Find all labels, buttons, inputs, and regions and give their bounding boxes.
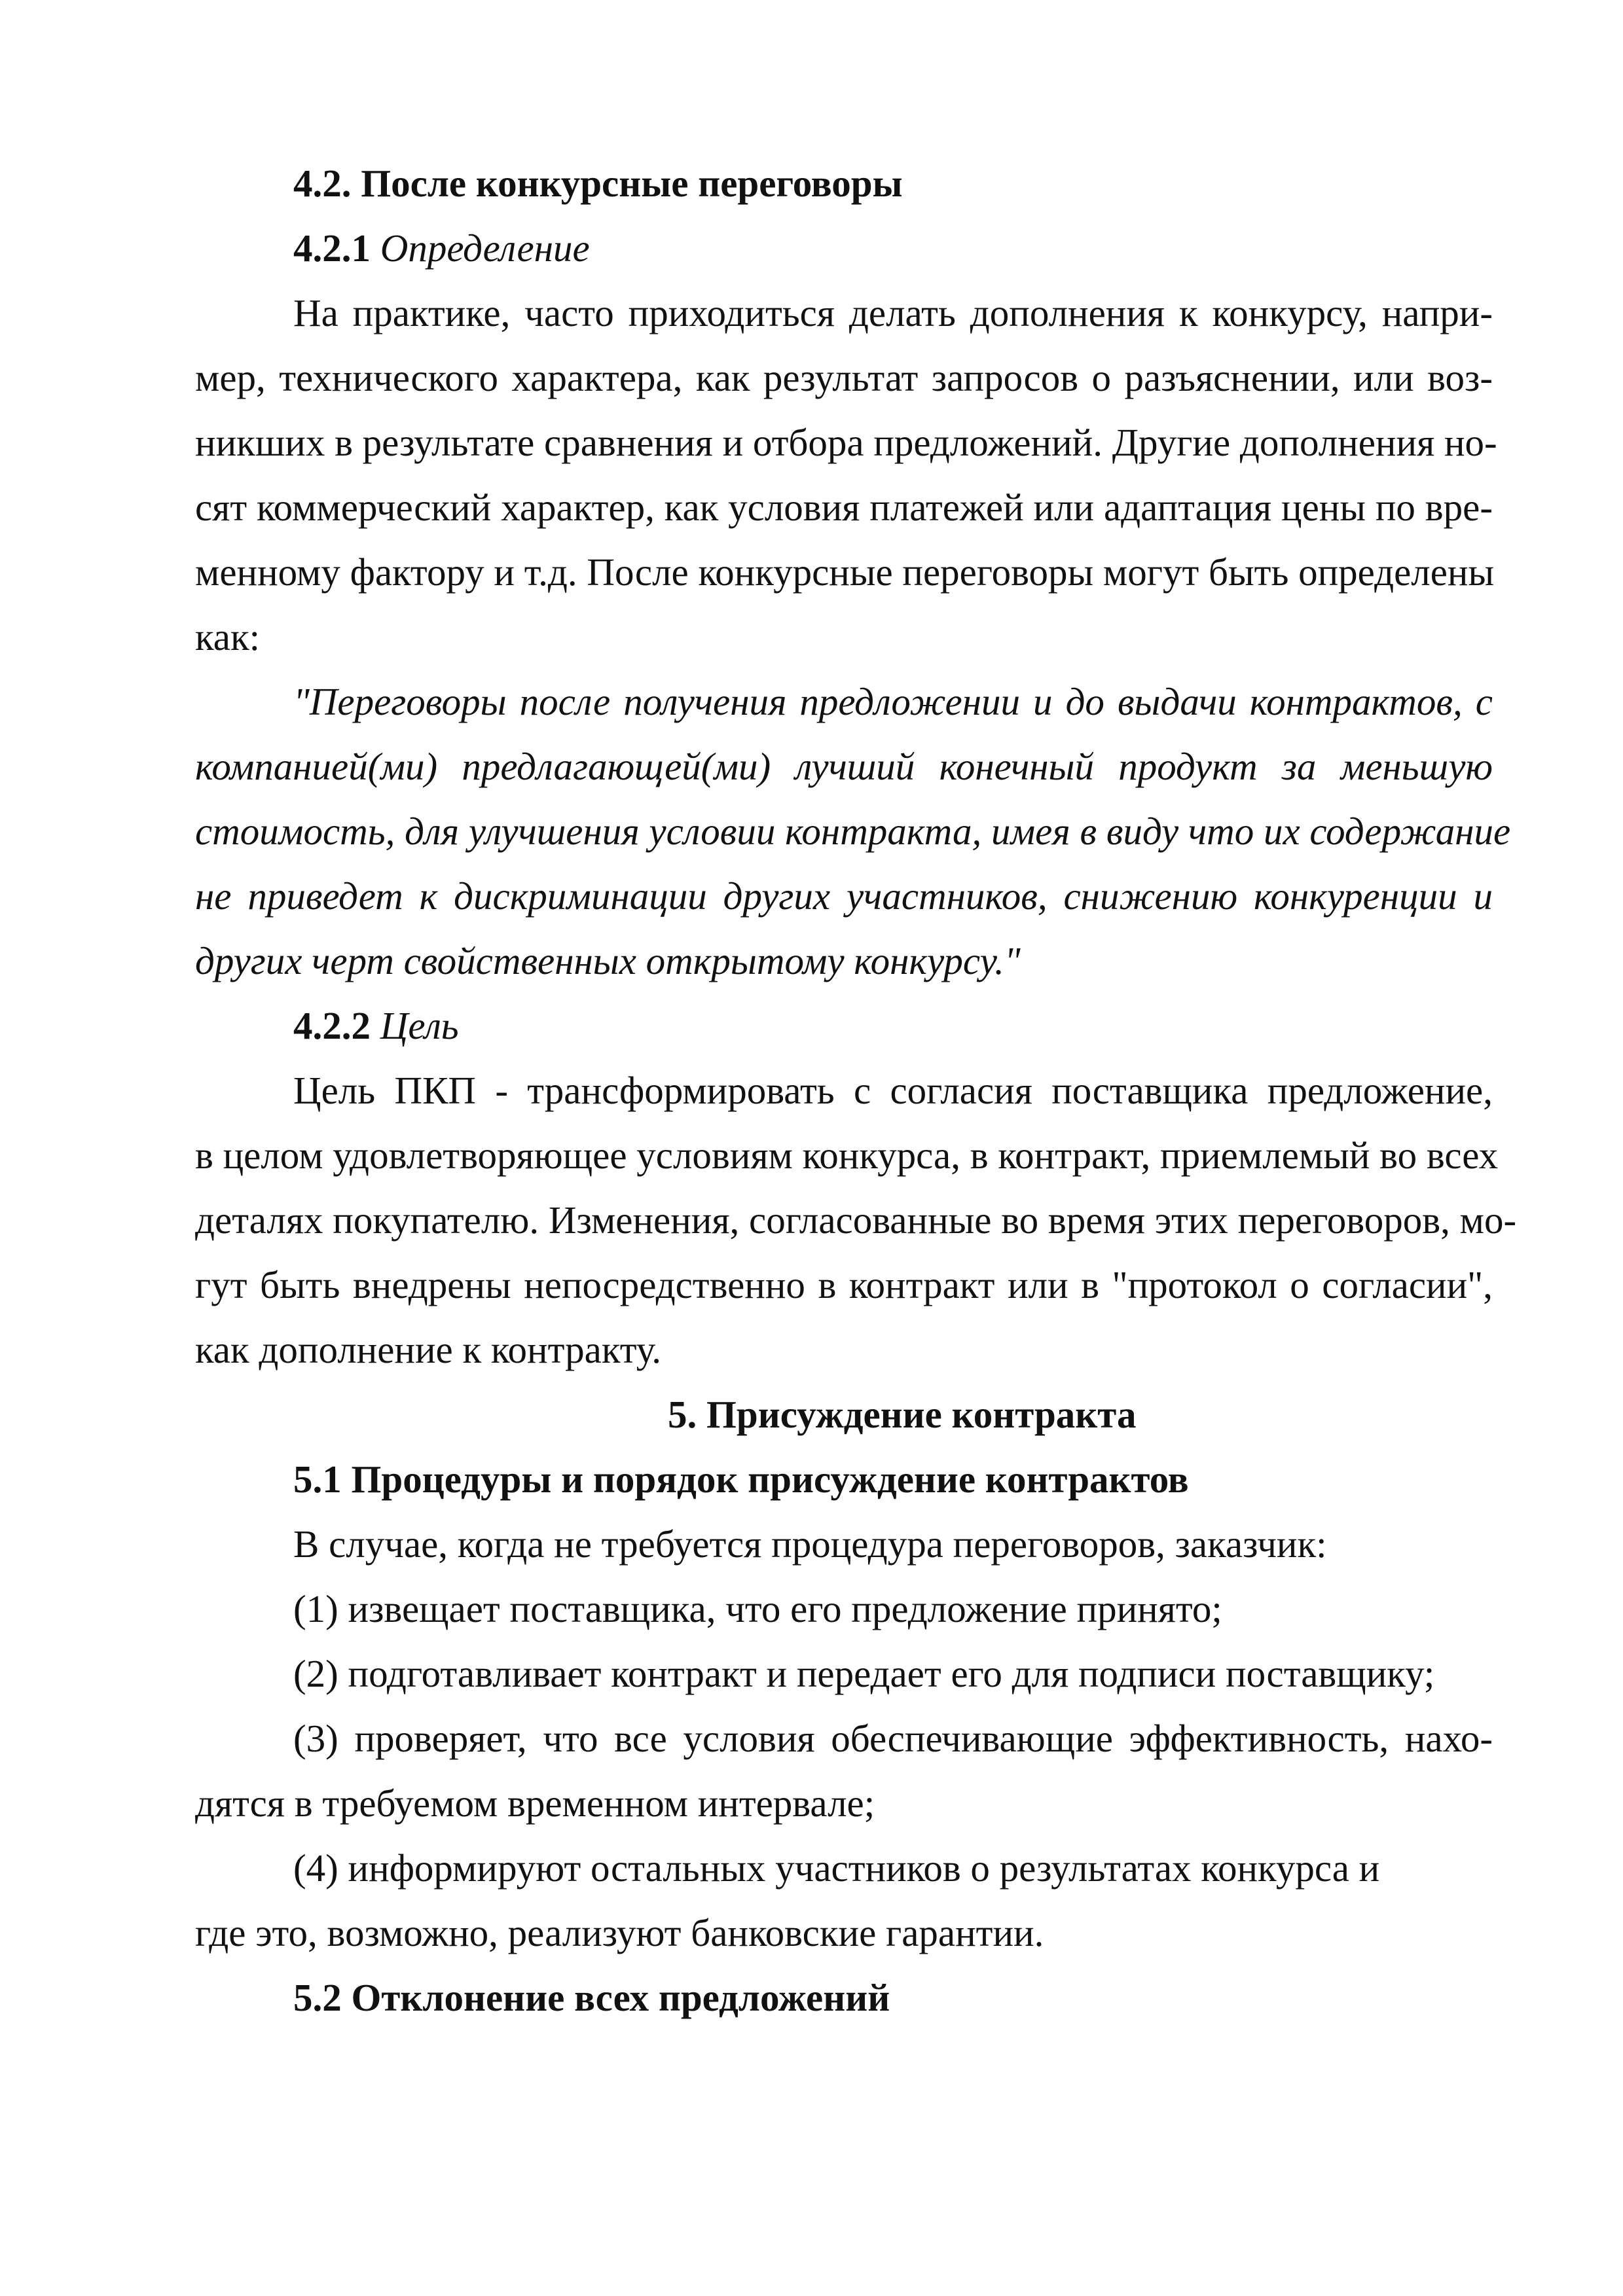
- subheading-4-2-2-number: 4.2.2: [293, 1004, 371, 1047]
- paragraph2-line-1: Цель ПКП - трансформировать с согласия поставщика предложение,: [293, 1069, 1493, 1112]
- paragraph1-line-2: мер, технического характера, как результат запросов о разъяснении, или воз-: [195, 356, 1493, 399]
- document-page: [195, 0, 1517, 2296]
- definition-line-2: компанией(ми) предлагающей(ми) лучший конечный продукт за меньшую: [195, 745, 1493, 788]
- paragraph1-line-5: менному фактору и т.д. После конкурсные переговоры могут быть определены: [195, 550, 1495, 594]
- section5-intro: В случае, когда не требуется процедура переговоров, заказчик:: [293, 1522, 1327, 1566]
- paragraph2-line-3: деталях покупателю. Изменения, согласованные во время этих переговоров, мо-: [195, 1198, 1517, 1242]
- subheading-4-2-2: [293, 999, 1493, 1052]
- paragraph2-line-4: гут быть внедрены непосредственно в контракт или в "протокол о согласии",: [195, 1263, 1493, 1306]
- paragraph1-line-4: сят коммерческий характер, как условия платежей или адаптация цены по вре-: [195, 486, 1493, 529]
- heading-4-2: 4.2. После конкурсные переговоры: [293, 162, 903, 205]
- heading-5-1: 5.1 Процедуры и порядок присуждение контрактов: [293, 1458, 1189, 1501]
- list-item-4-line-2: где это, возможно, реализуют банковские гарантии.: [195, 1911, 1044, 1954]
- list-item-3-line-2: дятся в требуемом временном интервале;: [195, 1782, 875, 1825]
- paragraph2-line-2: в целом удовлетворяющее условиям конкурса, в контракт, приемлемый во всех: [195, 1134, 1499, 1177]
- subheading-4-2-1-title: Определение: [380, 226, 590, 270]
- definition-line-5: других черт свойственных открытому конкурсу.": [195, 939, 1021, 982]
- paragraph2-line-5: как дополнение к контракту.: [195, 1328, 662, 1371]
- definition-line-1: "Переговоры после получения предложении и до выдачи контрактов, с: [293, 680, 1493, 723]
- definition-line-4: не приведет к дискриминации других участников, снижению конкуренции и: [195, 874, 1493, 918]
- list-item-4-line-1: (4) информируют остальных участников о результатах конкурса и: [293, 1846, 1380, 1890]
- subheading-4-2-1: [293, 222, 1493, 274]
- list-item-3-line-1: (3) проверяет, что все условия обеспечивающие эффективность, нахо-: [293, 1717, 1493, 1760]
- subheading-4-2-2-title: Цель: [380, 1004, 459, 1047]
- list-item-1: (1) извещает поставщика, что его предложение принято;: [293, 1587, 1222, 1630]
- paragraph1-line-3: никших в результате сравнения и отбора предложений. Другие дополнения но-: [195, 421, 1497, 464]
- list-item-2: (2) подготавливает контракт и передает его для подписи поставщику;: [293, 1652, 1435, 1695]
- subheading-4-2-1-number: 4.2.1: [293, 226, 371, 270]
- heading-5-2: 5.2 Отклонение всех предложений: [293, 1976, 890, 2019]
- paragraph1-line-6: как:: [195, 615, 261, 658]
- definition-line-3: стоимость, для улучшения условии контракта, имея в виду что их содержание: [195, 810, 1511, 853]
- heading-5: 5. Присуждение контракта: [668, 1393, 1137, 1436]
- paragraph1-line-1: На практике, часто приходиться делать дополнения к конкурсу, напри-: [293, 291, 1493, 334]
